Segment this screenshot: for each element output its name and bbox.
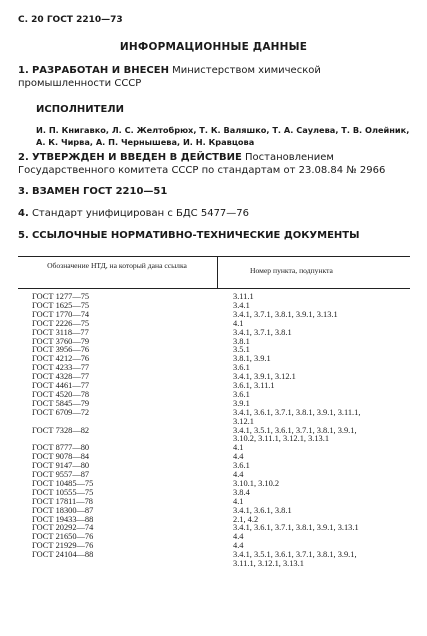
- table-cell-clause-line: 3.4.1, 3.7.1, 3.8.1, 3.9.1, 3.13.1: [233, 309, 338, 319]
- table-cell-clauses: [233, 453, 408, 462]
- table-cell-document: ГОСТ 9147—80: [32, 461, 90, 471]
- table-cell-document: ГОСТ 1277—75: [32, 292, 90, 301]
- table-cell-clause-line: 3.10.2, 3.11.1, 3.12.1, 3.13.1: [233, 434, 330, 444]
- section-3-text: ВЗАМЕН ГОСТ 2210—51: [31, 186, 168, 197]
- table-cell-document: ГОСТ 21929—76: [32, 541, 94, 551]
- table-cell-document: ГОСТ 19433—88: [32, 514, 94, 524]
- table-cell-clauses: [233, 311, 408, 320]
- table-cell-clauses: [233, 293, 408, 302]
- section-4: [18, 208, 410, 221]
- section-1-lead: РАЗРАБОТАН И ВНЕСЕН: [31, 65, 169, 76]
- table-header-rule: [18, 288, 410, 289]
- table-cell-clause-line: 3.4.1, 3.5.1, 3.6.1, 3.7.1, 3.8.1, 3.9.1,: [233, 425, 357, 435]
- table-cell-document: ГОСТ 8777—80: [32, 443, 90, 453]
- table-cell-clauses: [233, 507, 408, 516]
- table-cell-clauses: [233, 444, 408, 453]
- section-5: [18, 230, 410, 243]
- section-3: [18, 186, 410, 199]
- section-1-number: 1.: [18, 65, 29, 76]
- table-cell-clause-line: 4.4: [233, 470, 244, 479]
- table-cell-clause-line: 3.8.4: [233, 487, 250, 497]
- section-5-number: 5.: [18, 230, 29, 241]
- table-cell-clause-line: 3.6.1: [233, 461, 250, 471]
- references-table: [18, 256, 410, 636]
- performers-list: И. П. Книгавко, Л. С. Желтобрюх, Т. К. Валяшко, Т. А. Саулева, Т. В. Олейник, А. К. Чирва, А. П. Чернышева, И. Н. Кравцова: [36, 125, 410, 147]
- table-column-divider: [217, 256, 218, 288]
- table-cell-document: ГОСТ 3956—76: [32, 345, 90, 355]
- table-cell-clauses: [233, 551, 408, 569]
- table-cell-clause-line: 3.4.1: [233, 300, 250, 310]
- table-cell-document: ГОСТ 5845—79: [32, 398, 90, 408]
- table-cell-document: ГОСТ 4328—77: [32, 372, 90, 382]
- page-header: С. 20 ГОСТ 2210—73: [18, 15, 123, 25]
- table-cell-clause-line: 3.8.1: [233, 336, 250, 346]
- table-cell-clause-line: 3.4.1, 3.6.1, 3.7.1, 3.8.1, 3.9.1, 3.13.1: [233, 523, 359, 533]
- section-1-text: Министерством химической промышленности СССР: [18, 65, 321, 89]
- table-cell-clause-line: 3.9.1: [233, 398, 250, 408]
- table-cell-clauses: [233, 462, 408, 471]
- table-cell-clauses: [233, 382, 408, 391]
- section-2: [18, 152, 410, 177]
- table-cell-clauses: [233, 427, 408, 445]
- table-cell-clause-line: 4.4: [233, 452, 244, 462]
- table-cell-clauses: [233, 480, 408, 489]
- table-cell-clause-line: 4.1: [233, 496, 244, 506]
- table-top-rule: [18, 256, 410, 257]
- table-cell-clauses: [233, 329, 408, 338]
- table-cell-clause-line: 3.4.1, 3.9.1, 3.12.1: [233, 372, 296, 382]
- table-cell-clause-line: 3.11.1: [233, 292, 254, 301]
- table-cell-clause-line: 3.4.1, 3.7.1, 3.8.1: [233, 327, 292, 337]
- table-cell-document: ГОСТ 1770—74: [32, 309, 90, 319]
- table-cell-document: ГОСТ 4233—77: [32, 363, 90, 373]
- table-cell-document: ГОСТ 10485—75: [32, 478, 94, 488]
- table-cell-clause-line: 3.8.1, 3.9.1: [233, 354, 271, 364]
- table-cell-clause-line: 3.6.1: [233, 389, 250, 399]
- table-cell-clause-line: 3.10.1, 3.10.2: [233, 478, 280, 488]
- table-cell-clauses: [233, 533, 408, 542]
- table-cell-clause-line: 4.4: [233, 541, 244, 551]
- table-cell-clause-line: 3.11.1, 3.12.1, 3.13.1: [233, 559, 304, 568]
- table-cell-document: ГОСТ 21650—76: [32, 532, 94, 542]
- table-header-document: Обозначение НТД, на который дана ссылка: [47, 261, 187, 270]
- table-cell-clause-line: 3.5.1: [233, 345, 250, 355]
- table-cell-clause-line: 3.4.1, 3.6.1, 3.8.1: [233, 505, 292, 515]
- table-cell-clauses: [233, 489, 408, 498]
- table-cell-document: ГОСТ 9557—87: [32, 470, 90, 479]
- table-cell-clause-line: 4.1: [233, 318, 244, 328]
- section-4-text: Стандарт унифицирован с БДС 5477—76: [31, 208, 250, 219]
- section-3-number: 3.: [18, 186, 29, 197]
- performers-heading: ИСПОЛНИТЕЛИ: [36, 104, 124, 115]
- table-cell-document: ГОСТ 1625—75: [32, 300, 90, 310]
- table-cell-clause-line: 2.1, 4.2: [233, 514, 259, 524]
- table-cell-document: ГОСТ 2226—75: [32, 318, 90, 328]
- table-cell-document: ГОСТ 4212—76: [32, 354, 90, 364]
- table-cell-clauses: [233, 338, 408, 347]
- table-cell-clause-line: 3.12.1: [233, 416, 254, 426]
- table-cell-document: ГОСТ 3118—77: [32, 327, 89, 337]
- table-cell-clauses: [233, 355, 408, 364]
- table-cell-clause-line: 3.4.1, 3.5.1, 3.6.1, 3.7.1, 3.8.1, 3.9.1,: [233, 550, 357, 560]
- table-cell-document: ГОСТ 24104—88: [32, 550, 94, 560]
- table-cell-document: ГОСТ 4520—78: [32, 389, 90, 399]
- table-cell-clauses: [233, 409, 408, 427]
- table-cell-clauses: [233, 391, 408, 400]
- table-cell-clause-line: 3.4.1, 3.6.1, 3.7.1, 3.8.1, 3.9.1, 3.11.1,: [233, 407, 361, 417]
- table-cell-document: ГОСТ 4461—77: [32, 381, 90, 390]
- section-2-lead: УТВЕРЖДЕН И ВВЕДЕН В ДЕЙСТВИЕ: [31, 152, 242, 163]
- table-cell-clause-line: 4.4: [233, 532, 244, 542]
- table-header-clause: Номер пункта, подпункта: [250, 266, 333, 275]
- section-5-text: ССЫЛОЧНЫЕ НОРМАТИВНО-ТЕХНИЧЕСКИЕ ДОКУМЕНТЫ: [31, 230, 360, 241]
- table-cell-document: ГОСТ 18300—87: [32, 505, 94, 515]
- table-cell-document: ГОСТ 7328—82: [32, 425, 90, 435]
- table-cell-document: ГОСТ 9078—84: [32, 452, 90, 462]
- table-cell-document: ГОСТ 6709—72: [32, 407, 90, 417]
- section-1: [18, 65, 410, 90]
- table-cell-document: ГОСТ 20292—74: [32, 523, 94, 533]
- table-cell-clauses: [233, 524, 408, 533]
- table-cell-clause-line: 3.6.1, 3.11.1: [233, 381, 275, 390]
- section-2-text: Постановлением Государственного комитета СССР по стандартам от 23.08.84 № 2966: [18, 152, 386, 176]
- table-cell-document: ГОСТ 3760—79: [32, 336, 90, 346]
- table-cell-document: ГОСТ 17811—78: [32, 496, 93, 506]
- table-cell-clause-line: 4.1: [233, 443, 244, 453]
- section-2-number: 2.: [18, 152, 29, 163]
- table-cell-document: ГОСТ 10555—75: [32, 487, 94, 497]
- page-title: ИНФОРМАЦИОННЫЕ ДАННЫЕ: [119, 41, 308, 53]
- table-cell-clause-line: 3.6.1: [233, 363, 250, 373]
- section-4-number: 4.: [18, 208, 29, 219]
